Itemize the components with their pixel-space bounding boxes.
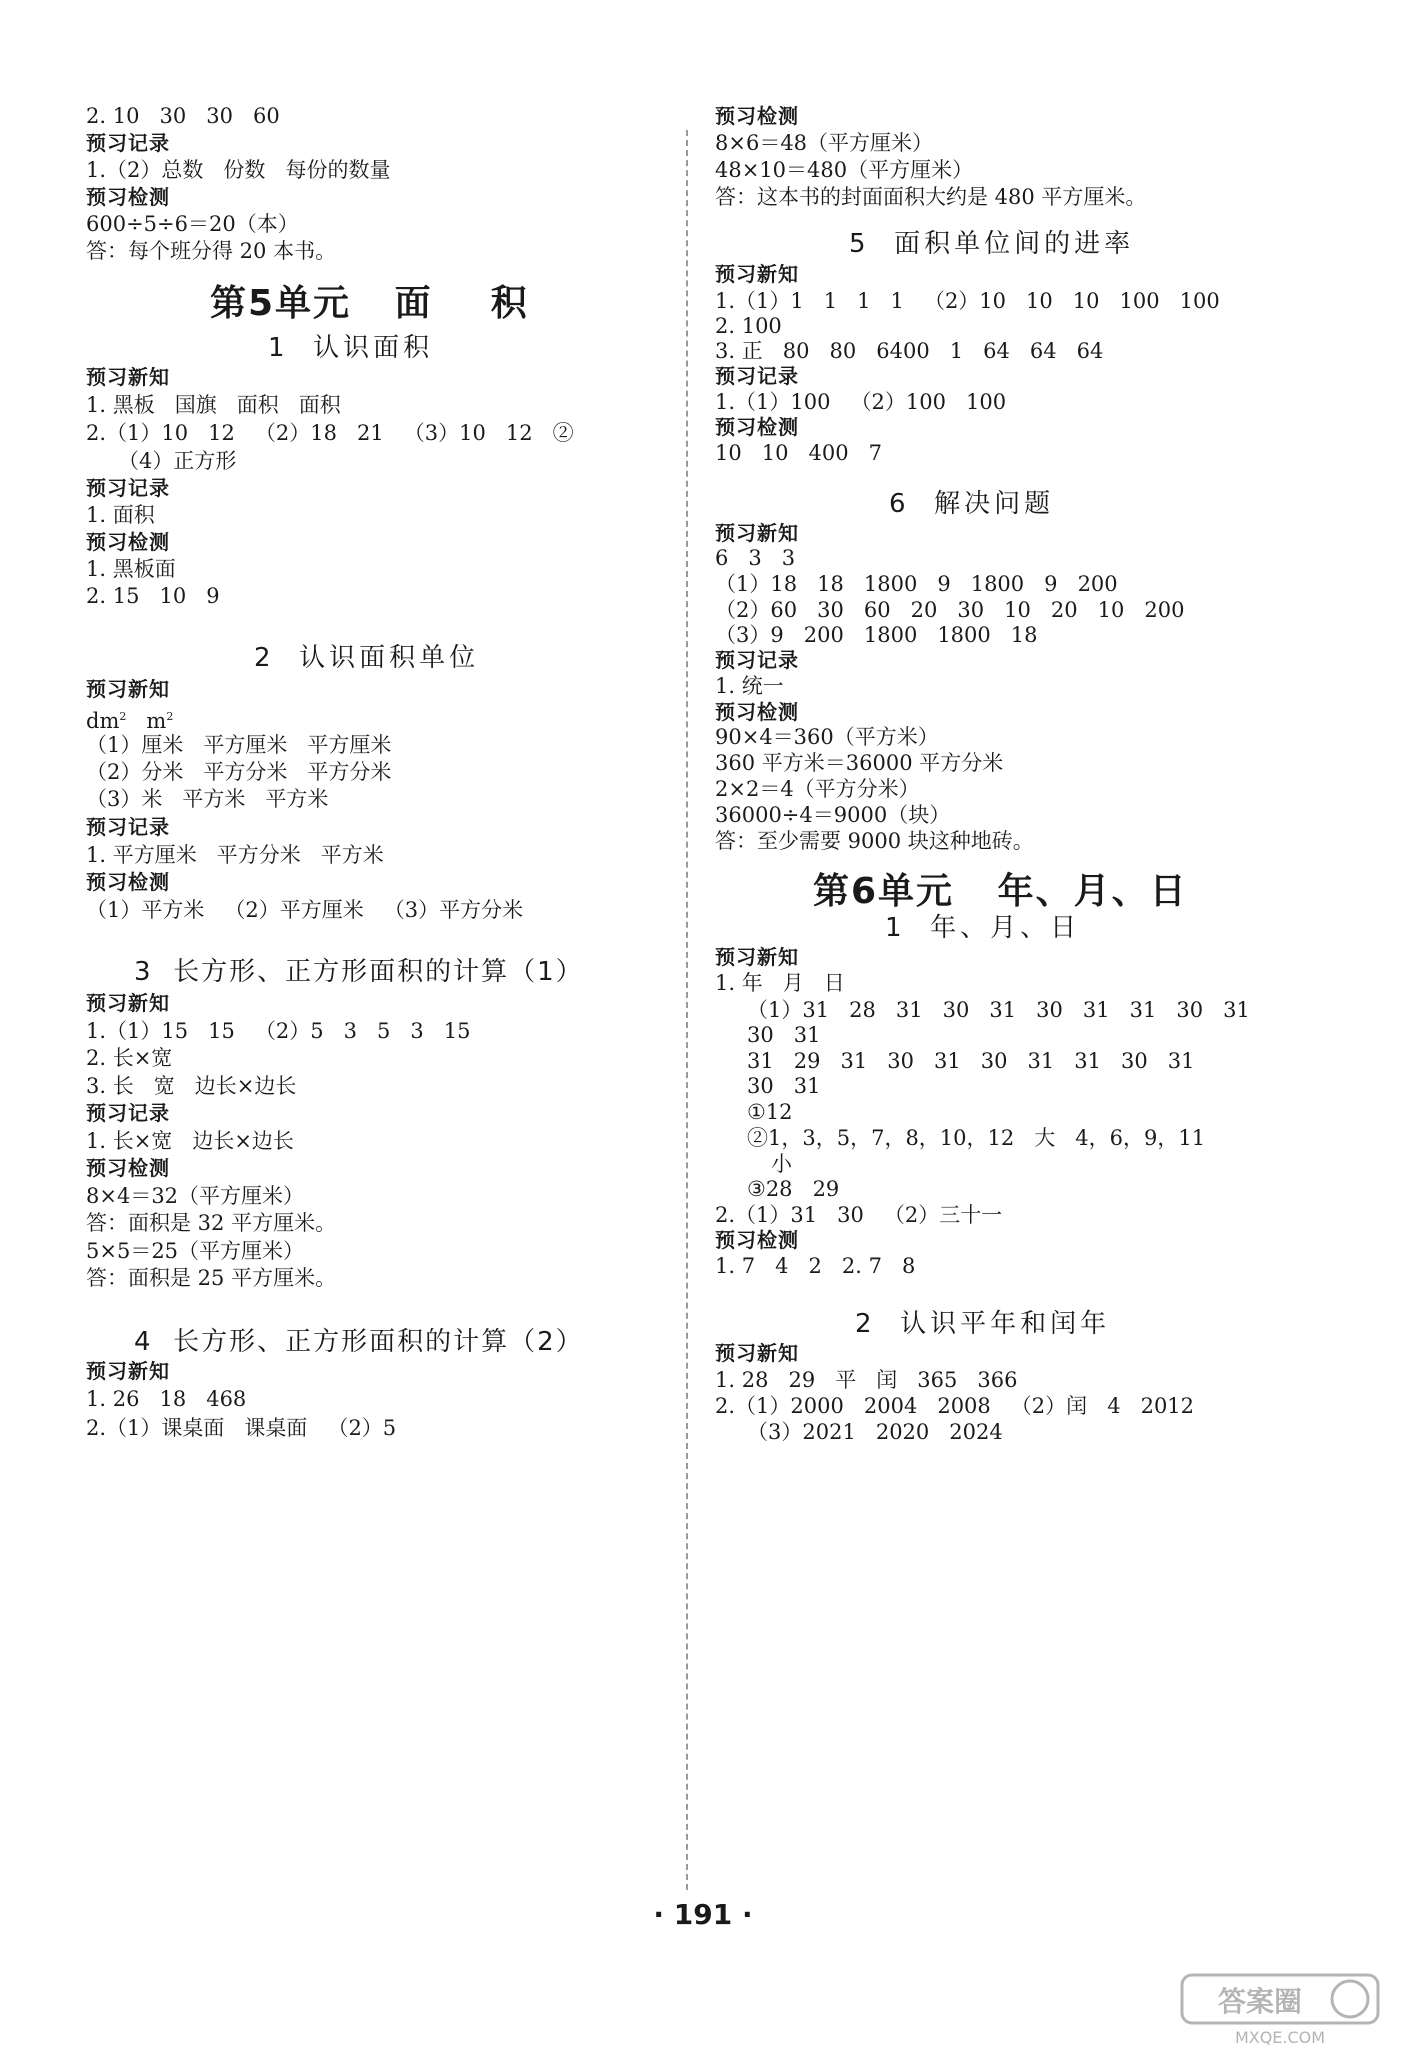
section-label: 预习新知 — [86, 365, 170, 389]
section-label: 预习检测 — [715, 700, 799, 724]
answer-line: 8×6＝48（平方厘米） — [715, 131, 934, 155]
answer-line: （3）9 200 1800 1800 18 — [715, 623, 1038, 647]
answer-line: 31 29 31 30 31 30 31 31 30 31 — [747, 1049, 1195, 1073]
section-label: 预习新知 — [86, 1359, 170, 1383]
answer-line: （1）厘米 平方厘米 平方厘米 — [86, 733, 392, 757]
answer-line: 6 3 3 — [715, 546, 796, 570]
answer-line: 1.（1）1 1 1 1 （2）10 10 10 100 100 — [715, 289, 1220, 313]
answer-line: 1. 平方厘米 平方分米 平方米 — [86, 843, 384, 867]
answer-line: 2. 长×宽 — [86, 1046, 173, 1070]
answer-line: 3. 正 80 80 6400 1 64 64 64 — [715, 339, 1104, 363]
section-label: 预习新知 — [86, 991, 170, 1015]
answer-line: 1. 7 4 2 2. 7 8 — [715, 1254, 916, 1278]
section-label: 预习检测 — [715, 1228, 799, 1252]
unit-6-title: 第6单元 年、月、日 — [813, 871, 1188, 912]
section-label: 预习检测 — [86, 185, 170, 209]
answer-line: 1. 统一 — [715, 674, 784, 698]
answer-line: 360 平方米＝36000 平方分米 — [715, 751, 1004, 775]
answer-line: 1. 面积 — [86, 503, 155, 527]
answer-line: 1.（2）总数 份数 每份的数量 — [86, 158, 391, 182]
answer-line: 3. 长 宽 边长×边长 — [86, 1074, 297, 1098]
section-title: 5 面积单位间的进率 — [849, 229, 1135, 259]
answer-line: 2.（1）2000 2004 2008 （2）闰 4 2012 — [715, 1394, 1195, 1418]
answer-line: 1. 黑板 国旗 面积 面积 — [86, 393, 341, 417]
section-label: 预习记录 — [86, 815, 170, 839]
answer-line: 答：这本书的封面面积大约是 480 平方厘米。 — [715, 185, 1147, 209]
section-title: 2 认识平年和闰年 — [855, 1309, 1111, 1339]
section-label: 预习记录 — [86, 476, 170, 500]
answer-line: 30 31 — [747, 1023, 821, 1047]
answer-line: （1）31 28 31 30 31 30 31 31 30 31 — [747, 998, 1250, 1022]
column-divider — [686, 130, 688, 1890]
section-label: 预习检测 — [715, 415, 799, 439]
answer-line: 1.（1）100 （2）100 100 — [715, 390, 1007, 414]
unit-5-title: 第5单元 面 积 — [210, 283, 529, 324]
section-title: 1 认识面积 — [268, 333, 434, 363]
answer-line: （2）60 30 60 20 30 10 20 10 200 — [715, 598, 1185, 622]
section-label: 预习新知 — [715, 262, 799, 286]
answer-line: 10 10 400 7 — [715, 441, 882, 465]
answer-line: 2.（1）31 30 （2）三十一 — [715, 1203, 1003, 1227]
section-label: 预习记录 — [715, 648, 799, 672]
answer-line: 答：面积是 25 平方厘米。 — [86, 1266, 337, 1290]
section-label: 预习新知 — [715, 1341, 799, 1365]
section-title: 6 解决问题 — [889, 489, 1055, 519]
answer-line: 5×5＝25（平方厘米） — [86, 1239, 305, 1263]
svg-text:答案圈: 答案圈 — [1217, 1985, 1303, 2018]
section-title: 1 年、月、日 — [885, 913, 1081, 943]
answer-line: 30 31 — [747, 1074, 821, 1098]
answer-line: 2.（1）10 12 （2）18 21 （3）10 12 ② — [86, 421, 574, 445]
answer-line: 2. 10 30 30 60 — [86, 104, 280, 128]
section-label: 预习检测 — [715, 104, 799, 128]
answer-line: 48×10＝480（平方厘米） — [715, 158, 974, 182]
answer-line: （2）分米 平方分米 平方分米 — [86, 760, 392, 784]
answer-line: 2. 100 — [715, 314, 782, 338]
answer-line: 小 — [771, 1152, 792, 1176]
answer-line: 1. 黑板面 — [86, 557, 176, 581]
answer-line: 36000÷4＝9000（块） — [715, 803, 951, 827]
answer-line: （3）米 平方米 平方米 — [86, 787, 329, 811]
answer-line: 答：面积是 32 平方厘米。 — [86, 1211, 337, 1235]
watermark-logo — [1180, 1969, 1380, 2049]
answer-line: （3）2021 2020 2024 — [747, 1420, 1003, 1444]
answer-line: ②1，3，5，7，8，10，12 大 4，6，9，11 — [747, 1126, 1206, 1150]
section-title: 3 长方形、正方形面积的计算（1） — [134, 957, 584, 987]
section-label: 预习检测 — [86, 530, 170, 554]
section-title: 2 认识面积单位 — [254, 643, 480, 673]
section-label: 预习新知 — [715, 945, 799, 969]
answer-line: 1.（1）15 15 （2）5 3 5 3 15 — [86, 1019, 471, 1043]
section-label: 预习新知 — [715, 521, 799, 545]
answer-line: 1. 28 29 平 闰 365 366 — [715, 1368, 1018, 1392]
answer-line: ①12 — [747, 1100, 793, 1124]
answer-line: 2.（1）课桌面 课桌面 （2）5 — [86, 1416, 397, 1440]
answer-line: 1. 长×宽 边长×边长 — [86, 1129, 294, 1153]
answer-line: （4）正方形 — [118, 449, 237, 473]
section-label: 预习检测 — [86, 870, 170, 894]
answer-line: 1. 26 18 468 — [86, 1387, 247, 1411]
answer-line: ③28 29 — [747, 1177, 840, 1201]
answer-line: 答：至少需要 9000 块这种地砖。 — [715, 829, 1034, 853]
section-label: 预习记录 — [86, 1101, 170, 1125]
page-number: · 191 · — [653, 1898, 753, 1931]
answer-line: （1）18 18 1800 9 1800 9 200 — [715, 572, 1118, 596]
answer-line: 90×4＝360（平方米） — [715, 725, 939, 749]
answer-line: 8×4＝32（平方厘米） — [86, 1184, 305, 1208]
answer-line: 600÷5÷6＝20（本） — [86, 212, 299, 236]
unit-symbols: $dm^2$ $m^2$ — [86, 709, 174, 733]
section-label: 预习检测 — [86, 1156, 170, 1180]
section-label: 预习记录 — [86, 131, 170, 155]
answer-line: 2. 15 10 9 — [86, 584, 220, 608]
answer-line: 1. 年 月 日 — [715, 971, 845, 995]
svg-text:MXQE.COM: MXQE.COM — [1234, 2028, 1326, 2047]
answer-line: 答：每个班分得 20 本书。 — [86, 239, 337, 263]
answer-line: （1）平方米 （2）平方厘米 （3）平方分米 — [86, 898, 524, 922]
answer-line: 2×2＝4（平方分米） — [715, 777, 920, 801]
section-title: 4 长方形、正方形面积的计算（2） — [134, 1327, 584, 1357]
section-label: 预习新知 — [86, 677, 170, 701]
section-label: 预习记录 — [715, 364, 799, 388]
